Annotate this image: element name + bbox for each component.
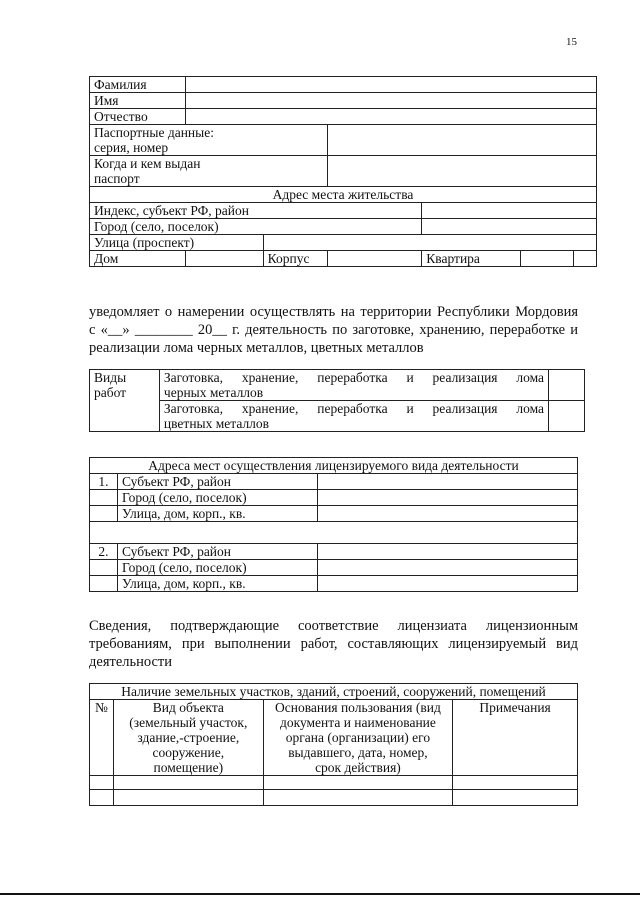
header-line: здание,-строение, — [137, 730, 240, 745]
issued-label-line: Когда и кем выдан — [94, 156, 201, 171]
work-types-label — [90, 370, 160, 432]
passport-label — [90, 125, 328, 156]
city-field[interactable] — [317, 560, 577, 576]
building-label: Корпус — [263, 251, 327, 267]
property-header: Наличие земельных участков, зданий, строений, сооружений, помещений — [90, 684, 578, 700]
table-row — [90, 522, 578, 544]
work-type-ferrous-checkbox[interactable] — [549, 370, 585, 401]
cell[interactable] — [90, 776, 114, 790]
property-table — [89, 683, 578, 806]
region-label: Субъект РФ, район — [117, 474, 317, 490]
notice-paragraph — [89, 303, 578, 357]
header-line: срок действия) — [315, 760, 401, 775]
col-object-type — [113, 700, 263, 776]
work-type-line: черных металлов — [163, 385, 264, 400]
empty-cell — [90, 560, 118, 576]
house-label: Дом — [90, 251, 186, 267]
region-field[interactable] — [317, 544, 577, 560]
table-row — [90, 251, 597, 267]
work-type-line: Заготовка, хранение, переработка и реализация лома — [163, 370, 545, 385]
info-line: требованиям, при выполнении работ, составляющих лицензируемый вид — [89, 636, 578, 652]
table-row — [90, 156, 597, 187]
activity-addresses-table — [89, 457, 578, 592]
index-region-label: Индекс, субъект РФ, район — [90, 203, 422, 219]
empty-cell — [90, 490, 118, 506]
table-row — [90, 576, 578, 592]
street-field[interactable] — [317, 576, 577, 592]
extra-field[interactable] — [574, 251, 597, 267]
empty-cell — [90, 576, 118, 592]
table-row — [90, 93, 597, 109]
table-row — [90, 77, 597, 93]
house-field[interactable] — [185, 251, 263, 267]
street-label: Улица, дом, корп., кв. — [117, 576, 317, 592]
table-row — [90, 544, 578, 560]
cell[interactable] — [113, 790, 263, 806]
work-type-line: Заготовка, хранение, переработка и реализация лома — [163, 401, 545, 416]
passport-field[interactable] — [327, 125, 596, 156]
notice-line: с «__» ________ 20__ г. деятельность по заготовке, хранению, переработке и — [89, 322, 578, 338]
passport-label-line: Паспортные данные: — [94, 125, 214, 140]
table-row — [90, 790, 578, 806]
table-row — [90, 684, 578, 700]
work-type-line: цветных металлов — [163, 416, 270, 431]
table-row — [90, 370, 585, 401]
cell[interactable] — [263, 790, 453, 806]
street-label: Улица (проспект) — [90, 235, 264, 251]
table-row — [90, 560, 578, 576]
apartment-field[interactable] — [521, 251, 574, 267]
work-type-nonferrous — [159, 401, 548, 432]
header-line: (земельный участок, — [129, 715, 248, 730]
header-line: документа и наименование — [279, 715, 436, 730]
city-field[interactable] — [317, 490, 577, 506]
header-line: сооружение, — [152, 745, 225, 760]
table-row — [90, 219, 597, 235]
region-label: Субъект РФ, район — [117, 544, 317, 560]
apartment-label: Квартира — [422, 251, 521, 267]
city-field[interactable] — [422, 219, 597, 235]
surname-label: Фамилия — [90, 77, 186, 93]
cell[interactable] — [263, 776, 453, 790]
addresses-header: Адреса мест осуществления лицензируемого вида деятельности — [90, 458, 578, 474]
empty-cell — [90, 506, 118, 522]
name-field[interactable] — [185, 93, 596, 109]
building-field[interactable] — [327, 251, 422, 267]
region-field[interactable] — [317, 474, 577, 490]
issued-label-line: паспорт — [94, 171, 140, 186]
page-number: 15 — [566, 36, 577, 48]
bottom-rule — [0, 893, 640, 895]
table-row — [90, 506, 578, 522]
city-label: Город (село, поселок) — [90, 219, 422, 235]
header-line: выдавшего, дата, номер, — [288, 745, 428, 760]
index-region-field[interactable] — [422, 203, 597, 219]
spacer-row — [90, 522, 578, 544]
info-line: деятельности — [89, 654, 173, 670]
address-number: 1. — [90, 474, 118, 490]
patronymic-field[interactable] — [185, 109, 596, 125]
personal-data-table — [89, 76, 597, 267]
address-header: Адрес места жительства — [90, 187, 597, 203]
table-row — [90, 776, 578, 790]
notice-line: уведомляет о намерении осуществлять на территории Республики Мордовия — [89, 304, 578, 320]
work-types-label-line: Виды — [94, 370, 127, 385]
table-row — [90, 700, 578, 776]
cell[interactable] — [90, 790, 114, 806]
header-line: Вид объекта — [152, 700, 224, 715]
cell[interactable] — [453, 776, 578, 790]
notice-line: реализации лома черных металлов, цветных металлов — [89, 340, 424, 356]
table-row — [90, 458, 578, 474]
info-line: Сведения, подтверждающие соответствие лицензиата лицензионным — [89, 618, 578, 634]
street-label: Улица, дом, корп., кв. — [117, 506, 317, 522]
col-basis — [263, 700, 453, 776]
work-types-table — [89, 369, 585, 432]
surname-field[interactable] — [185, 77, 596, 93]
table-row — [90, 125, 597, 156]
table-row — [90, 203, 597, 219]
header-line: органа (организации) его — [285, 730, 431, 745]
table-row — [90, 474, 578, 490]
table-row — [90, 490, 578, 506]
work-type-nonferrous-checkbox[interactable] — [549, 401, 585, 432]
city-label: Город (село, поселок) — [117, 560, 317, 576]
issued-field[interactable] — [327, 156, 596, 187]
street-field[interactable] — [317, 506, 577, 522]
table-row — [90, 187, 597, 203]
issued-label — [90, 156, 328, 187]
street-field[interactable] — [263, 235, 596, 251]
table-row — [90, 109, 597, 125]
table-row — [90, 235, 597, 251]
work-types-label-line: работ — [94, 385, 127, 400]
header-line: помещение) — [153, 760, 224, 775]
patronymic-label: Отчество — [90, 109, 186, 125]
col-number: № — [90, 700, 114, 776]
cell[interactable] — [113, 776, 263, 790]
table-row — [90, 401, 585, 432]
address-number: 2. — [90, 544, 118, 560]
name-label: Имя — [90, 93, 186, 109]
city-label: Город (село, поселок) — [117, 490, 317, 506]
col-notes: Примечания — [453, 700, 578, 776]
info-paragraph — [89, 617, 578, 671]
work-type-ferrous — [159, 370, 548, 401]
cell[interactable] — [453, 790, 578, 806]
passport-label-line: серия, номер — [94, 140, 169, 155]
header-line: Основания пользования (вид — [275, 700, 441, 715]
